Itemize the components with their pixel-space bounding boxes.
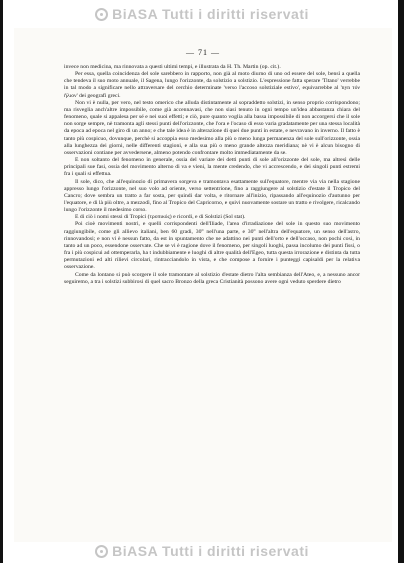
paragraph: invece non medicina, ma rinnovata a questi ultimi tempi, e illustrata da H. Th. Martin (op. cit.). (64, 64, 281, 70)
watermark-bottom-text: BiASA Tutti i diritti riservati (112, 543, 309, 559)
paragraph: Per essa, quella coincidenza del sole sarebbero in rapporto, non già al moto diurno di uno od essere del sole, bensì a quella che tendeva il suo moto annuale, il Sagena, lungo l'orizzonte, da solstizio a solstizio. L'espressione fatta sperare 'Titano' verrebbe in tal modo a significare nello attraversare del cerchio determinate 'verso l'accoso solstiziale estivo', equivarrebbe al 'nyn τόν ἥλιον' dei geografi greci. (64, 71, 360, 99)
paragraph: Come da lontano si può scorgere il sole tramontare al solstizio d'estate dietro l'alta sembianza dell'Ateo, e, a nessuno ancor seguiremo, a tra i solstizi subbirosi di quel sacro Bronzo della greca Cristianità possono avere ogni veduto sperdere dietro (64, 271, 360, 285)
paragraph: E di ciò i nomi stessi di Tropici (τροπικός) e ricordi, e di Solstizi (Sol stat). (75, 214, 246, 221)
paragraph: Non vi è nulla, per vero, nel testo omerico che alluda distintamente al sopraddetto solstizi, in senso proprio corrispondono; ma risveglia anch'altre impossibile, come già accennavasi, che non siasi tenuto in ogni tempo un'idea abbastanza chiara del fenomeno, quale si appalesa per sé e nei suoi effetti; e ciò, pure quanto voglia alla bassa impossibile di non accorgersi che il sole non sorge sempre, nè tramonta agli stessi punti dell'orizzonte, che l'ora e l'ocaso di esso varia gradatamente per una stessa località da epoca ad epoca nel giro di un anno; e che tale idea è in alterazione di quei due punti in estate, e nevravano in inverno. Il fatto è tanto più cospicuo, dovunque, perchè si accoppia esso medesimo alla più o meno lunga permanenza del sole sull'orizzonte, ossia alla lunghezza dei giorni, nelle differenti stagioni, e alla sua più o meno grande altezza meridiana; nè vi è alcun bisogno di osservazioni contiane per avvedersene, almeno potendo confrontare molto immediatamente da se. (64, 99, 360, 156)
watermark-top (0, 6, 404, 22)
biasa-logo-icon (95, 545, 108, 558)
page-body-text (64, 64, 360, 534)
watermark-top-text: BiASA Tutti i diritti riservati (112, 6, 309, 22)
paragraph: Poi cioè movimenti nostri, e quelli corrispondenti dell'Iliade, l'area d'irradiazione del sole in questo suo movimento raggiungibile, come gli allievo italiani, ben 60 gradi, 30° nell'una parte, e 30° nell'altra dell'equatore, un senso dell'astro, rinnovandosi; e non vi è nessun fatto, da est in spuntamento che ne adattino nei punti dell'orto e dell'occaso, non pochi cosi, in tanto ad un poco, essendone osservate. Che se vi è ragione dove il fenomeno, per singoli luoghi, passa incolumo dei punti fissi, o fra i più cospicui ad ottemperarla, ha t indubbiamente e luoghi di altre qualità dell'Egeo, tutta questa irrorazione e distinta da tutta permutazioni ed alti rilievi circolari, rintracciandolo in vista, e che compose a fornire i punteggi capisaldi per la relativa osservazione. (64, 221, 360, 271)
paragraph: Il sole, dico, che all'equinozio di primavera sorgeva e tramontava esattamente sull'equatore, mentre via via nella stagione appresso lungo l'orizzonte, nel suo volo ad oriente, verso settentrione, fino a raggiungere al solstizio d'estate il Tropico del Cancro; dove sembra un tratto a far sosta, per quindi dar volta, e ritornare all'inizio, ripassando all'equinozio d'autunno per l'equatore, e di là più oltre, a mezzodì, fino al Tropico del Capricorno, e quivi nuovamente sostare un tratto e rivolgere, ricalcando lungo l'orizzonte il medesimo corso. (64, 178, 360, 214)
scanned-page (14, 28, 392, 542)
watermark-bottom (0, 543, 404, 559)
biasa-logo-icon (95, 8, 108, 21)
paragraph: E non soltanto del fenomeno in generale, ossia del variare dei detti punti di sole all'orizzonte del sole, ma altresì delle principali sue fasi, ossia del movimento alterno di va e vieni, la mente credendo, che vi accrescendo, e dei singoli punti estremi fra i quali si effettua. (64, 157, 360, 178)
page-number: — 71 — (186, 48, 220, 57)
viewer-scrollbar[interactable] (398, 0, 404, 563)
viewer-left-edge (0, 0, 3, 563)
